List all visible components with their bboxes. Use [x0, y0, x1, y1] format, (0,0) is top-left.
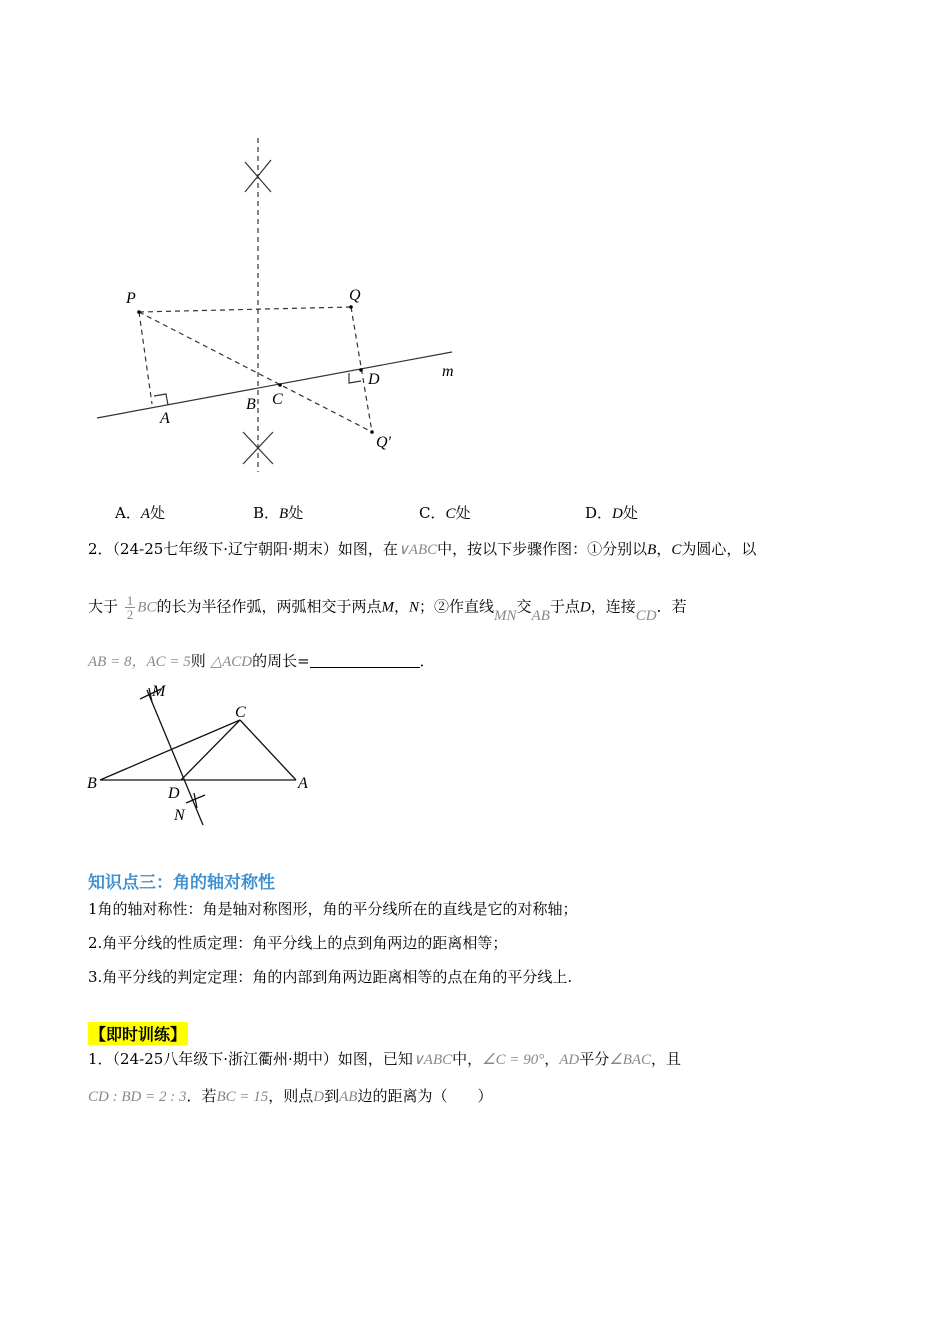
q2-line-1: 2．（24-25七年级下·辽宁朝阳·期末）如图，在∨ABC中，按以下步骤作图：①分别以B，C为圆心，以 — [88, 540, 757, 558]
figure-2 — [85, 676, 325, 831]
training-label: 【即时训练】 — [88, 1022, 188, 1045]
q2-line-2: 大于 $\frac{1}{2}$ BC的长为半径作弧，两弧相交于两点M，N；②作直线MN交AB于点D，连接CD．若 — [88, 593, 687, 624]
training-q1-line-1: 1．（24-25八年级下·浙江衢州·期中）如图，已知∨ABC中，∠C = 90°，AD平分∠BAC，且 — [88, 1050, 682, 1068]
training-q1-line-2: CD : BD = 2 : 3．若BC = 15，则点D到AB边的距离为（ ） — [88, 1087, 493, 1105]
line-m — [97, 352, 452, 418]
pa-line — [139, 312, 152, 404]
option-b[interactable]: B．B处 — [253, 504, 304, 522]
label-Q: Q — [349, 287, 361, 304]
option-a[interactable]: A．A处 — [115, 504, 166, 522]
figure-1 — [88, 130, 468, 490]
label-C: C — [272, 391, 283, 408]
label-C2: C — [235, 704, 246, 721]
section-item-2: 2.角平分线的性质定理：角平分线上的点到角两边的距离相等； — [88, 934, 508, 952]
seg-bc — [100, 720, 240, 780]
section-item-3: 3.角平分线的判定定理：角的内部到角两边距离相等的点在角的平分线上. — [88, 968, 573, 986]
q2-line-3: AB = 8，AC = 5则 △ACD的周长= ． — [88, 652, 435, 670]
fraction-half: $\frac{1}{2}$ — [126, 593, 134, 622]
label-B: B — [246, 396, 256, 413]
pqprime-line — [139, 312, 372, 432]
label-D: D — [368, 371, 380, 388]
label-P: P — [126, 290, 136, 307]
label-B2: B — [87, 775, 97, 792]
option-c[interactable]: C．C处 — [419, 504, 471, 522]
label-D2: D — [168, 785, 180, 802]
option-d[interactable]: D．D处 — [585, 504, 638, 522]
label-Qprime: Q′ — [376, 434, 392, 451]
seg-dc — [181, 720, 240, 780]
label-m: m — [442, 363, 454, 380]
label-M: M — [152, 683, 166, 700]
right-angle-a — [154, 394, 168, 405]
line-mn — [147, 690, 203, 825]
section-title: 知识点三：角的轴对称性 — [88, 873, 275, 893]
label-A: A — [160, 410, 170, 427]
pq-line — [139, 307, 351, 312]
seg-ca — [240, 720, 296, 780]
label-N: N — [174, 807, 185, 824]
right-angle-d — [349, 373, 361, 383]
section-item-1: 1角的轴对称性：角是轴对称图形，角的平分线所在的直线是它的对称轴； — [88, 900, 578, 918]
label-A2: A — [298, 775, 308, 792]
answer-blank[interactable] — [310, 653, 420, 668]
